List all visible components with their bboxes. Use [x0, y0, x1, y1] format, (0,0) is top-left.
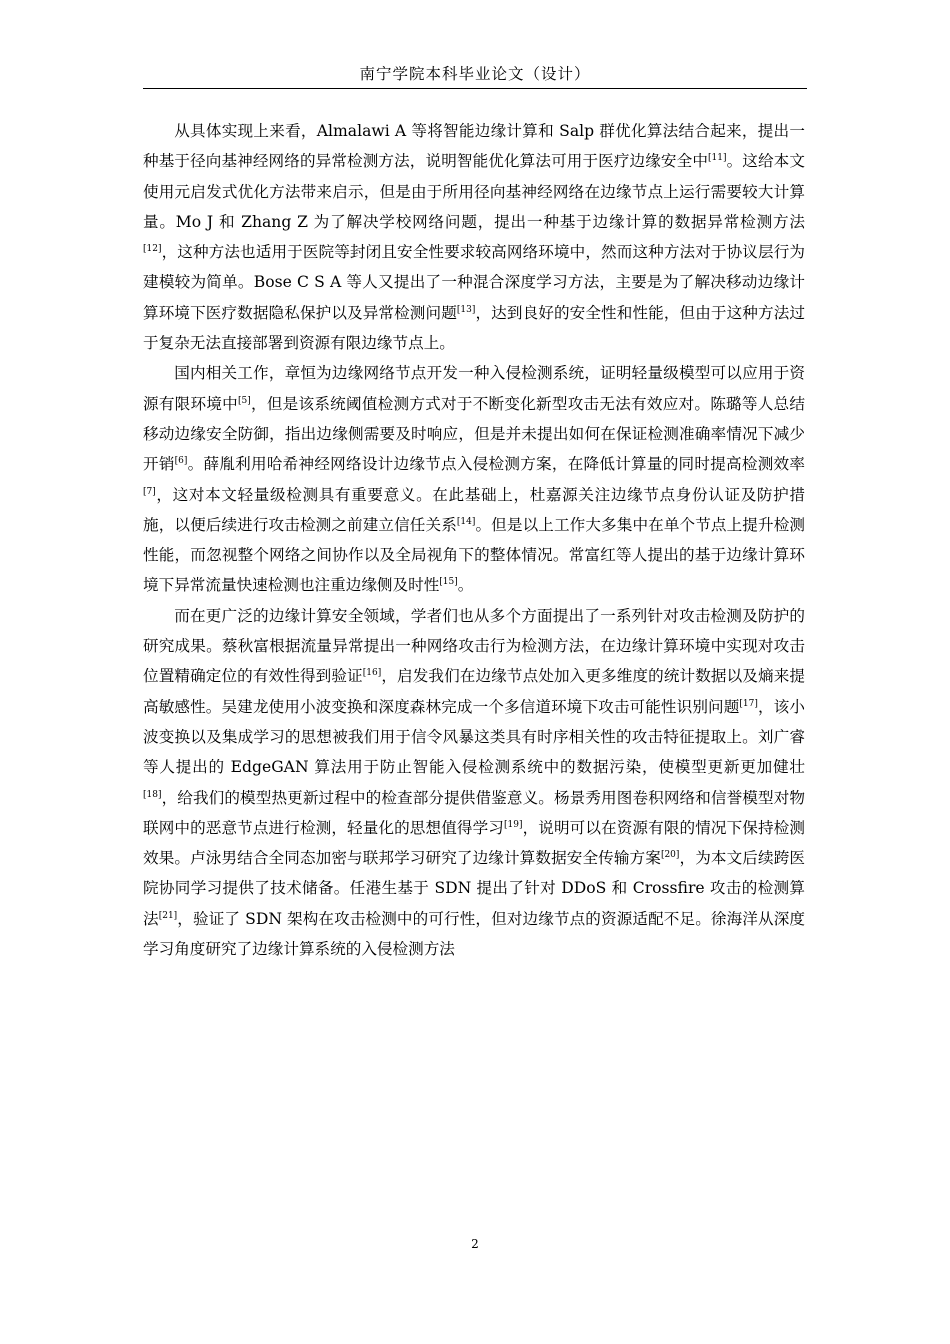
text-run: 。这给本文使用元启发式优化方法带来启示，但是由于所用径向基神经网络在边缘节点上运行需要较大计算量。Mo J 和 Zhang Z 为了解决学校网络问题，提出一种基于边缘计算的数据异常检测方法 — [143, 152, 805, 231]
text-run: ，该小波变换以及集成学习的思想被我们用于信令风暴这类具有时序相关性的攻击特征提取上。刘广睿等人提出的 EdgeGAN 算法用于防止智能入侵检测系统中的数据污染，使模型更新更加健壮 — [143, 697, 805, 777]
body-text — [143, 116, 805, 964]
citation-ref: [11] — [708, 153, 727, 164]
text-run: ，给我们的模型热更新过程中的检查部分提供借鉴意义。杨景秀用图卷积网络和信誉模型对物联网中的恶意节点进行检测，轻量化的思想值得学习 — [143, 788, 805, 837]
page-number: 2 — [471, 1237, 479, 1251]
citation-ref: [14] — [456, 516, 476, 527]
citation-ref: [7] — [143, 486, 156, 497]
citation-ref: [15] — [439, 577, 458, 588]
citation-ref: [16] — [362, 668, 382, 679]
paragraph-1 — [143, 116, 805, 358]
citation-ref: [12] — [143, 244, 162, 255]
citation-ref: [21] — [158, 910, 178, 921]
header-divider — [143, 88, 807, 89]
text-run: 。但是以上工作大多集中在单个节点上提升检测性能，而忽视整个网络之间协作以及全局视角下的整体情况。常富红等人提出的基于边缘计算环境下异常流量快速检测也注重边缘侧及时性 — [143, 515, 805, 595]
paragraph-3 — [143, 601, 805, 965]
paragraph-2 — [143, 358, 805, 600]
text-run: 从具体实现上来看，Almalawi A 等将智能边缘计算和 Salp 群优化算法结合起来，提出一种基于径向基神经网络的异常检测方法，说明智能优化算法可用于医疗边缘安全中 — [143, 122, 805, 171]
text-run: 而在更广泛的边缘计算安全领域，学者们也从多个方面提出了一系列针对攻击检测及防护的研究成果。蔡秋富根据流量异常提出一种网络攻击行为检测方法，在边缘计算环境中实现对攻击位置精确定位的有效性得到验证 — [143, 606, 805, 686]
citation-ref: [18] — [143, 789, 162, 800]
text-run: 。薛胤利用哈希神经网络设计边缘节点入侵检测方案，在降低计算量的同时提高检测效率 — [187, 455, 805, 474]
text-run: 。 — [457, 576, 474, 595]
text-run: ，验证了 SDN 架构在攻击检测中的可行性，但对边缘节点的资源适配不足。徐海洋从深度学习角度研究了边缘计算系统的入侵检测方法 — [143, 909, 805, 959]
citation-ref: [19] — [503, 819, 523, 830]
text-run: ，但是该系统阈值检测方式对于不断变化新型攻击无法有效应对。陈璐等人总结移动边缘安全防御，指出边缘侧需要及时响应，但是并未提出如何在保证检测准确率情况下减少开销 — [143, 394, 805, 474]
text-run: 国内相关工作，章恒为边缘网络节点开发一种入侵检测系统，证明轻量级模型可以应用于资源有限环境中 — [143, 364, 805, 413]
text-run: ，这对本文轻量级检测具有重要意义。在此基础上，杜嘉源关注边缘节点身份认证及防护措施，以便后续进行攻击检测之前建立信任关系 — [143, 485, 805, 534]
citation-ref: [13] — [456, 304, 476, 315]
citation-ref: [20] — [660, 850, 680, 861]
text-run: ，说明可以在资源有限的情况下保持检测效果。卢泳男结合全同态加密与联邦学习研究了边缘计算数据安全传输方案 — [143, 818, 805, 868]
text-run: ，这种方法也适用于医院等封闭且安全性要求较高网络环境中，然而这种方法对于协议层行为建模较为简单。Bose C S A 等人又提出了一种混合深度学习方法，主要是为了解决移动边缘计算环境下医疗数据隐私保护以及异常检测问题 — [143, 243, 805, 322]
text-run: ，为本文后续跨医院协同学习提供了技术储备。任港生基于 SDN 提出了针对 DDoS 和 Crossfire 攻击的检测算法 — [143, 849, 805, 928]
text-run: ，启发我们在边缘节点处加入更多维度的统计数据以及熵来提高敏感性。吴建龙使用小波变换和深度森林完成一个多信道环境下攻击可能性识别问题 — [143, 667, 805, 716]
citation-ref: [17] — [739, 698, 758, 709]
citation-ref: [6] — [174, 456, 188, 467]
citation-ref: [5] — [238, 395, 251, 406]
page-header: 南宁学院本科毕业论文（设计） — [359, 65, 591, 83]
text-run: ，达到良好的安全性和性能，但由于这种方法过于复杂无法直接部署到资源有限边缘节点上。 — [143, 303, 805, 353]
